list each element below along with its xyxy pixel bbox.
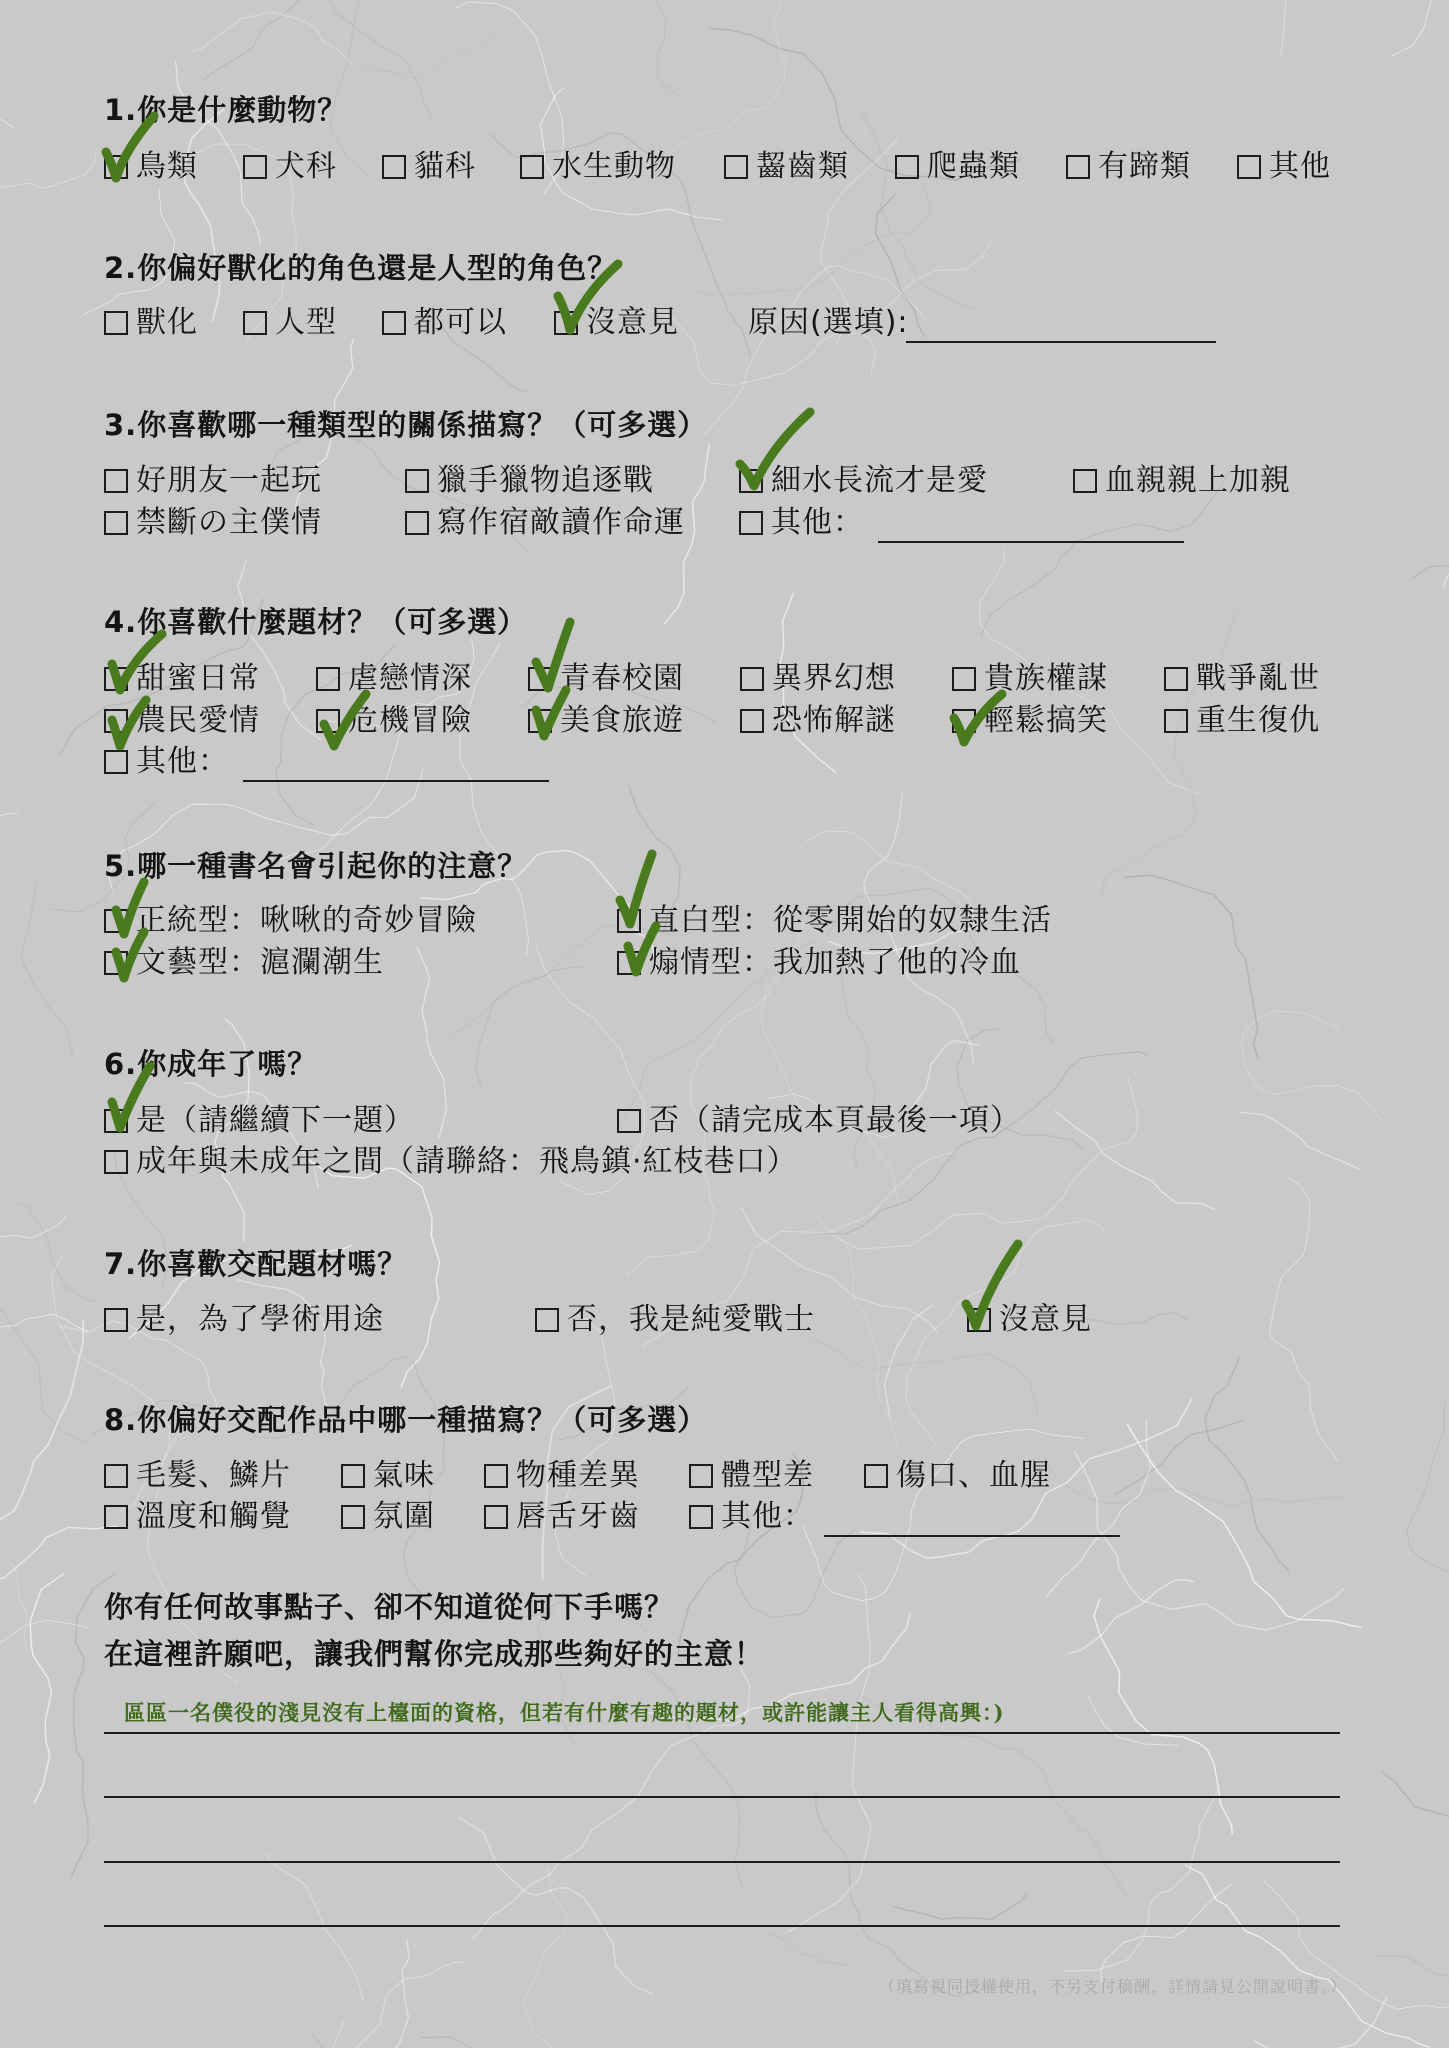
paper-crack (30, 1573, 64, 1803)
q5-option-provocative[interactable] (617, 946, 1021, 980)
option-label: 甜蜜日常 (136, 661, 260, 696)
q8-option-atmosphere[interactable] (341, 1500, 435, 1534)
checkbox[interactable] (405, 511, 429, 535)
q1-option-feline[interactable] (382, 150, 476, 184)
q6-option-no[interactable] (617, 1104, 1021, 1138)
paper-crack (1270, 1177, 1339, 1461)
q1-option-reptile[interactable] (895, 150, 1020, 184)
paper-crack (1375, 1948, 1449, 1977)
checkbox[interactable] (243, 311, 267, 335)
checkbox[interactable] (1073, 469, 1097, 493)
q8-option-mouth[interactable] (484, 1500, 640, 1534)
paper-crack (1241, 1011, 1384, 1122)
option-label: 其他： (136, 744, 229, 779)
checkbox[interactable] (689, 1464, 713, 1488)
q4-option-revenge[interactable] (1164, 704, 1320, 738)
checkbox[interactable] (952, 667, 976, 691)
paper-crack (1094, 1598, 1232, 1834)
q3-option-family[interactable] (1073, 464, 1291, 498)
paper-crack (0, 1320, 83, 1685)
checkbox[interactable] (104, 909, 128, 933)
option-label: 細水長流才是愛 (771, 463, 988, 498)
paper-crack (457, 0, 679, 95)
option-label: 否，我是純愛戰士 (567, 1302, 815, 1337)
checkbox[interactable] (528, 709, 552, 733)
paper-crack (445, 924, 710, 1039)
checkbox[interactable] (967, 1308, 991, 1332)
checkbox[interactable] (104, 1464, 128, 1488)
checkbox[interactable] (739, 511, 763, 535)
checkbox[interactable] (617, 951, 641, 975)
checkbox[interactable] (724, 155, 748, 179)
option-label: 否（請完成本頁最後一項） (649, 1103, 1021, 1138)
q7-option-no-opinion[interactable] (967, 1303, 1092, 1337)
option-label: 都可以 (414, 305, 507, 340)
paper-crack (860, 110, 977, 311)
paper-crack (1381, 1771, 1449, 1817)
q6-option-in-between[interactable] (104, 1145, 798, 1179)
checkbox[interactable] (405, 469, 429, 493)
option-label: 溫度和觸覺 (136, 1499, 291, 1534)
paper-crack (1407, 1402, 1449, 1573)
paper-crack (1254, 1997, 1387, 2048)
checkbox[interactable] (341, 1464, 365, 1488)
q5-option-direct[interactable] (617, 904, 1052, 938)
paper-crack (1125, 875, 1258, 1059)
paper-crack (1077, 0, 1286, 55)
option-label: 貴族權謀 (984, 661, 1108, 696)
checkbox[interactable] (864, 1464, 888, 1488)
checkbox[interactable] (104, 1308, 128, 1332)
q4-option-sweet-daily[interactable] (104, 662, 260, 696)
checkbox[interactable] (104, 709, 128, 733)
checkbox[interactable] (104, 1109, 128, 1133)
paper-crack (0, 813, 18, 989)
option-label: 沒意見 (999, 1302, 1092, 1337)
question-5-title: 5.哪一種書名會引起你的注意？ (104, 849, 528, 883)
option-label: 美食旅遊 (560, 703, 684, 738)
checkbox[interactable] (104, 667, 128, 691)
ideas-answer-line[interactable] (104, 1796, 1340, 1798)
paper-crack (1064, 1790, 1219, 1972)
paper-crack (810, 1337, 1038, 1418)
q2-reason-input[interactable] (906, 313, 1216, 343)
q2-option-human[interactable] (243, 306, 337, 340)
q2-option-anthro[interactable] (104, 306, 198, 340)
q8-other-input[interactable] (824, 1507, 1120, 1537)
checkbox[interactable] (895, 155, 919, 179)
q5-option-literary[interactable] (104, 946, 384, 980)
ideas-prompt-line-2: 在這裡許願吧，讓我們幫你完成那些夠好的主意！ (104, 1637, 765, 1671)
q2-option-either[interactable] (382, 306, 507, 340)
q6-option-yes[interactable] (104, 1104, 415, 1138)
q8-option-fur-scales[interactable] (104, 1459, 291, 1493)
checkbox[interactable] (316, 709, 340, 733)
paper-crack (1074, 1451, 1343, 1630)
q3-other-input[interactable] (878, 513, 1184, 543)
paper-crack (1127, 1424, 1362, 1628)
paper-crack (0, 1217, 89, 1332)
paper-crack (911, 1041, 980, 1110)
checkbox[interactable] (382, 155, 406, 179)
q4-option-comedy[interactable] (952, 704, 1108, 738)
checkbox[interactable] (617, 1109, 641, 1133)
q1-option-rodent[interactable] (724, 150, 849, 184)
q3-option-hunter-prey[interactable] (405, 464, 654, 498)
checkbox[interactable] (1164, 709, 1188, 733)
paper-crack (282, 2033, 332, 2048)
option-label: 人型 (275, 305, 337, 340)
q8-option-touch[interactable] (104, 1500, 291, 1534)
checkbox[interactable] (1237, 155, 1261, 179)
option-label: 沒意見 (586, 305, 679, 340)
option-label: 成年與未成年之間（請聯絡：飛鳥鎮·紅枝巷口） (136, 1144, 798, 1179)
paper-crack (184, 109, 224, 322)
q4-option-other[interactable] (104, 745, 229, 779)
option-label: 其他： (721, 1499, 814, 1534)
checkbox[interactable] (104, 511, 128, 535)
paper-crack (556, 1318, 615, 1577)
option-label: 傷口、血腥 (896, 1458, 1051, 1493)
ideas-handwritten-answer: 區區一名僕役的淺見沒有上檯面的資格，但若有什麼有趣的題材，或許能讓主人看得高興：) (124, 1700, 1005, 1725)
q4-option-nobility[interactable] (952, 662, 1108, 696)
question-2-title: 2.你偏好獸化的角色還是人型的角色？ (104, 251, 618, 285)
paper-crack (823, 1052, 1147, 1234)
q4-option-isekai[interactable] (740, 662, 896, 696)
q3-option-rivals[interactable] (405, 506, 685, 540)
paper-crack (1239, 1112, 1360, 1169)
q2-option-no-opinion[interactable] (554, 306, 679, 340)
paper-crack (818, 1216, 898, 1444)
checkbox[interactable] (104, 469, 128, 493)
option-label: 唇舌牙齒 (516, 1499, 640, 1534)
option-label: 文藝型：滬瀾潮生 (136, 945, 384, 980)
q5-option-classic[interactable] (104, 904, 477, 938)
checkbox[interactable] (1066, 155, 1090, 179)
q4-other-input[interactable] (243, 752, 549, 782)
q3-option-slow-burn[interactable] (739, 464, 988, 498)
option-label: 是（請繼續下一題） (136, 1103, 415, 1138)
q1-option-birds[interactable] (104, 150, 198, 184)
option-label: 獵手獵物追逐戰 (437, 463, 654, 498)
paper-crack (1264, 1881, 1449, 2023)
question-1-title: 1.你是什麼動物？ (104, 93, 348, 127)
option-label: 血親親上加親 (1105, 463, 1291, 498)
checkbox[interactable] (316, 667, 340, 691)
q3-option-other[interactable] (739, 506, 864, 540)
q1-option-canine[interactable] (243, 150, 337, 184)
checkbox[interactable] (952, 709, 976, 733)
paper-crack (1101, 609, 1241, 900)
option-label: 獸化 (136, 305, 198, 340)
q8-option-size[interactable] (689, 1459, 814, 1493)
option-label: 鳥類 (136, 149, 198, 184)
checkbox[interactable] (740, 667, 764, 691)
option-label: 氣味 (373, 1458, 435, 1493)
paper-crack (321, 20, 501, 78)
checkbox[interactable] (617, 909, 641, 933)
footer-disclaimer: （填寫視同授權使用，不另支付稿酬，詳情請見公開說明書。） (878, 1977, 1347, 1996)
ideas-answer-line[interactable] (104, 1732, 1340, 1734)
option-label: 是，為了學術用途 (136, 1302, 384, 1337)
q3-option-master-servant[interactable] (104, 506, 322, 540)
checkbox[interactable] (382, 311, 406, 335)
option-label: 水生動物 (552, 149, 676, 184)
paper-crack (476, 966, 585, 1089)
option-label: 有蹄類 (1098, 149, 1191, 184)
option-label: 戰爭亂世 (1196, 661, 1320, 696)
q4-option-adventure[interactable] (316, 704, 472, 738)
checkbox[interactable] (104, 1505, 128, 1529)
option-label: 危機冒險 (348, 703, 472, 738)
checkbox[interactable] (104, 1150, 128, 1174)
paper-crack (770, 1934, 850, 1967)
paper-crack (1412, 565, 1449, 597)
q4-option-farmer-romance[interactable] (104, 704, 260, 738)
q4-option-horror[interactable] (740, 704, 896, 738)
paper-crack (1068, 1580, 1194, 1654)
paper-crack (21, 883, 73, 1058)
paper-crack (0, 0, 13, 128)
q8-option-species[interactable] (484, 1459, 640, 1493)
checkbox[interactable] (243, 155, 267, 179)
paper-crack (19, 1202, 97, 1301)
checkbox[interactable] (528, 667, 552, 691)
option-label: 輕鬆搞笑 (984, 703, 1108, 738)
paper-crack (524, 1866, 612, 2048)
checkbox[interactable] (739, 469, 763, 493)
ideas-answer-line[interactable] (104, 1861, 1340, 1863)
option-label: 直白型：從零開始的奴隸生活 (649, 903, 1052, 938)
option-label: 虐戀情深 (348, 661, 472, 696)
option-label: 農民愛情 (136, 703, 260, 738)
paper-crack (788, 1575, 871, 1933)
ideas-answer-line[interactable] (104, 1925, 1340, 1927)
checkbox[interactable] (104, 750, 128, 774)
paper-crack (893, 1895, 1026, 1920)
q4-option-school[interactable] (528, 662, 684, 696)
q8-option-other[interactable] (689, 1500, 814, 1534)
paper-crack (570, 1657, 744, 1891)
option-label: 恐怖解謎 (772, 703, 896, 738)
question-6-title: 6.你成年了嗎？ (104, 1047, 318, 1081)
q1-option-other[interactable] (1237, 150, 1331, 184)
question-8-title: 8.你偏好交配作品中哪一種描寫？（可多選） (104, 1403, 708, 1437)
option-label: 青春校園 (560, 661, 684, 696)
option-label: 好朋友一起玩 (136, 463, 322, 498)
question-7-title: 7.你喜歡交配題材嗎？ (104, 1247, 408, 1281)
paper-crack (1247, 0, 1431, 56)
checkbox[interactable] (535, 1308, 559, 1332)
paper-crack (1088, 1696, 1178, 1745)
q3-option-friends[interactable] (104, 464, 322, 498)
paper-crack (266, 1854, 363, 2001)
paper-crack (1205, 1357, 1290, 1571)
paper-crack (201, 0, 313, 81)
paper-crack (1055, 1111, 1215, 1209)
paper-crack (0, 154, 96, 246)
paper-crack (273, 1962, 464, 2048)
option-label: 犬科 (275, 149, 337, 184)
option-label: 貓科 (414, 149, 476, 184)
option-label: 寫作宿敵讀作命運 (437, 505, 685, 540)
q2-reason-label: 原因(選填): (748, 305, 909, 340)
checkbox[interactable] (554, 311, 578, 335)
q8-option-wounds[interactable] (864, 1459, 1051, 1493)
q4-option-food-travel[interactable] (528, 704, 684, 738)
paper-crack (458, 1817, 653, 1994)
checkbox[interactable] (341, 1505, 365, 1529)
paper-crack (11, 1563, 27, 1651)
option-label: 體型差 (721, 1458, 814, 1493)
paper-crack (885, 1305, 933, 1417)
q1-option-aquatic[interactable] (520, 150, 676, 184)
option-label: 重生復仇 (1196, 703, 1320, 738)
paper-crack (662, 0, 786, 158)
option-label: 正統型：啾啾的奇妙冒險 (136, 903, 477, 938)
checkbox[interactable] (104, 311, 128, 335)
option-label: 齧齒類 (756, 149, 849, 184)
paper-crack (1101, 1883, 1233, 1987)
q7-option-no[interactable] (535, 1303, 815, 1337)
checkbox[interactable] (484, 1464, 508, 1488)
option-label: 氛圍 (373, 1499, 435, 1534)
option-label: 其他： (771, 505, 864, 540)
question-4-title: 4.你喜歡什麼題材？（可多選） (104, 605, 528, 639)
paper-crack (330, 0, 386, 176)
checkbox[interactable] (104, 155, 128, 179)
paper-crack (417, 946, 447, 1138)
q1-option-ungulate[interactable] (1066, 150, 1191, 184)
option-label: 物種差異 (516, 1458, 640, 1493)
question-3-title: 3.你喜歡哪一種類型的關係描寫？（可多選） (104, 408, 708, 442)
q4-option-war[interactable] (1164, 662, 1320, 696)
checkbox[interactable] (740, 709, 764, 733)
option-label: 毛髮、鱗片 (136, 1458, 291, 1493)
option-label: 異界幻想 (772, 661, 896, 696)
paper-crack (1114, 1420, 1245, 1495)
checkbox[interactable] (689, 1505, 713, 1529)
ideas-prompt-line-1: 你有任何故事點子、卻不知道從何下手嗎？ (104, 1590, 675, 1624)
option-label: 爬蟲類 (927, 149, 1020, 184)
option-label: 禁斷の主僕情 (136, 505, 322, 540)
q7-option-yes[interactable] (104, 1303, 384, 1337)
checkbox[interactable] (1164, 667, 1188, 691)
paper-crack (363, 1939, 409, 2048)
q4-option-angst[interactable] (316, 662, 472, 696)
checkbox[interactable] (520, 155, 544, 179)
option-label: 煽情型：我加熱了他的冷血 (649, 945, 1021, 980)
q8-option-scent[interactable] (341, 1459, 435, 1493)
paper-crack (192, 12, 353, 64)
checkbox[interactable] (104, 951, 128, 975)
option-label: 其他 (1269, 149, 1331, 184)
checkbox[interactable] (484, 1505, 508, 1529)
